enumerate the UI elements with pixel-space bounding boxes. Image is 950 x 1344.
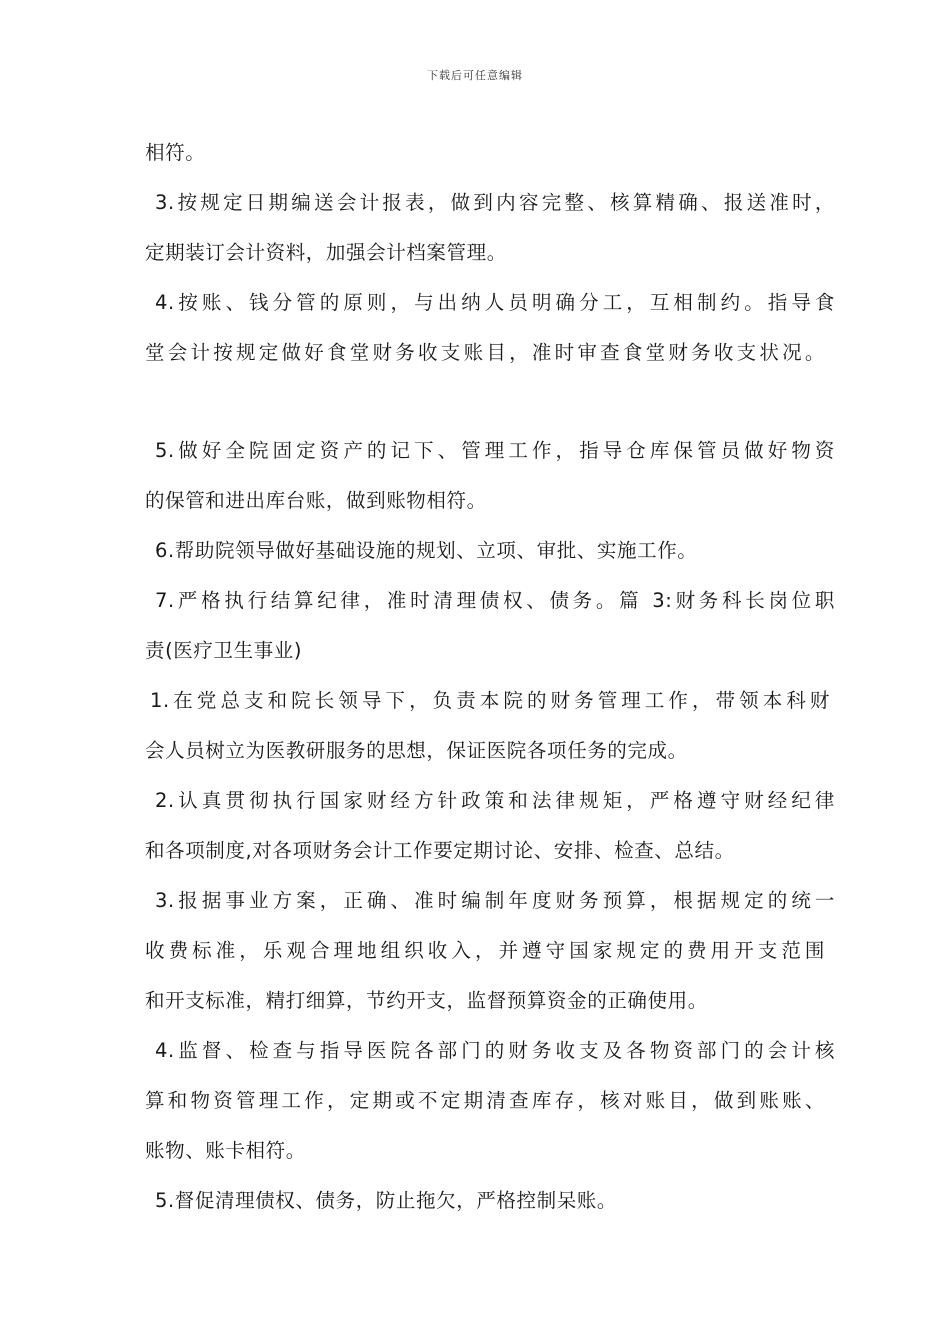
text-line: 账物、账卡相符。 [145, 1139, 306, 1162]
text-line: 7.严格执行结算纪律，准时清理债权、债务。篇 3:财务科长岗位职 [155, 589, 835, 612]
text-line: 2.认真贯彻执行国家财经方针政策和法律规矩，严格遵守财经纪律 [155, 789, 835, 812]
text-line: 定期装订会计资料，加强会计档案管理。 [145, 241, 507, 264]
text-line: 收费标准，乐观合理地组织收入，并遵守国家规定的费用开支范围 [145, 939, 825, 962]
text-line: 和开支标准，精打细算，节约开支，监督预算资金的正确使用。 [145, 989, 708, 1012]
text-line: 和各项制度,对各项财务会计工作要定期讨论、安排、检查、总结。 [145, 839, 735, 862]
text-line: 相符。 [145, 141, 206, 164]
text-line: 4.监督、检查与指导医院各部门的财务收支及各物资部门的会计核 [155, 1039, 835, 1062]
text-line: 1.在党总支和院长领导下，负责本院的财务管理工作，带领本科财 [150, 689, 830, 712]
text-line: 5.做好全院固定资产的记下、管理工作，指导仓库保管员做好物资 [155, 439, 835, 462]
text-line: 责(医疗卫生事业) [145, 639, 303, 662]
blank-line [145, 378, 825, 426]
text-line: 3.按规定日期编送会计报表，做到内容完整、核算精确、报送准时， [155, 191, 835, 214]
text-line: 堂会计按规定做好食堂财务收支账目，准时审查食堂财务收支状况。 [145, 341, 825, 364]
document-body [145, 128, 835, 1226]
text-line: 5.督促清理债权、债务，防止拖欠，严格控制呆账。 [155, 1189, 618, 1212]
text-line: 的保管和进出库台账，做到账物相符。 [145, 489, 487, 512]
text-line: 算和物资管理工作，定期或不定期清查库存，核对账目，做到账账、 [145, 1089, 825, 1112]
text-line: 会人员树立为医教研服务的思想，保证医院各项任务的完成。 [145, 739, 688, 762]
text-line: 4.按账、钱分管的原则，与出纳人员明确分工，互相制约。指导食 [155, 291, 835, 314]
text-line: 3.报据事业方案，正确、准时编制年度财务预算，根据规定的统一 [155, 889, 835, 912]
page-header: 下载后可任意编辑 [427, 69, 523, 82]
text-line: 6.帮助院领导做好基础设施的规划、立项、审批、实施工作。 [155, 539, 698, 562]
